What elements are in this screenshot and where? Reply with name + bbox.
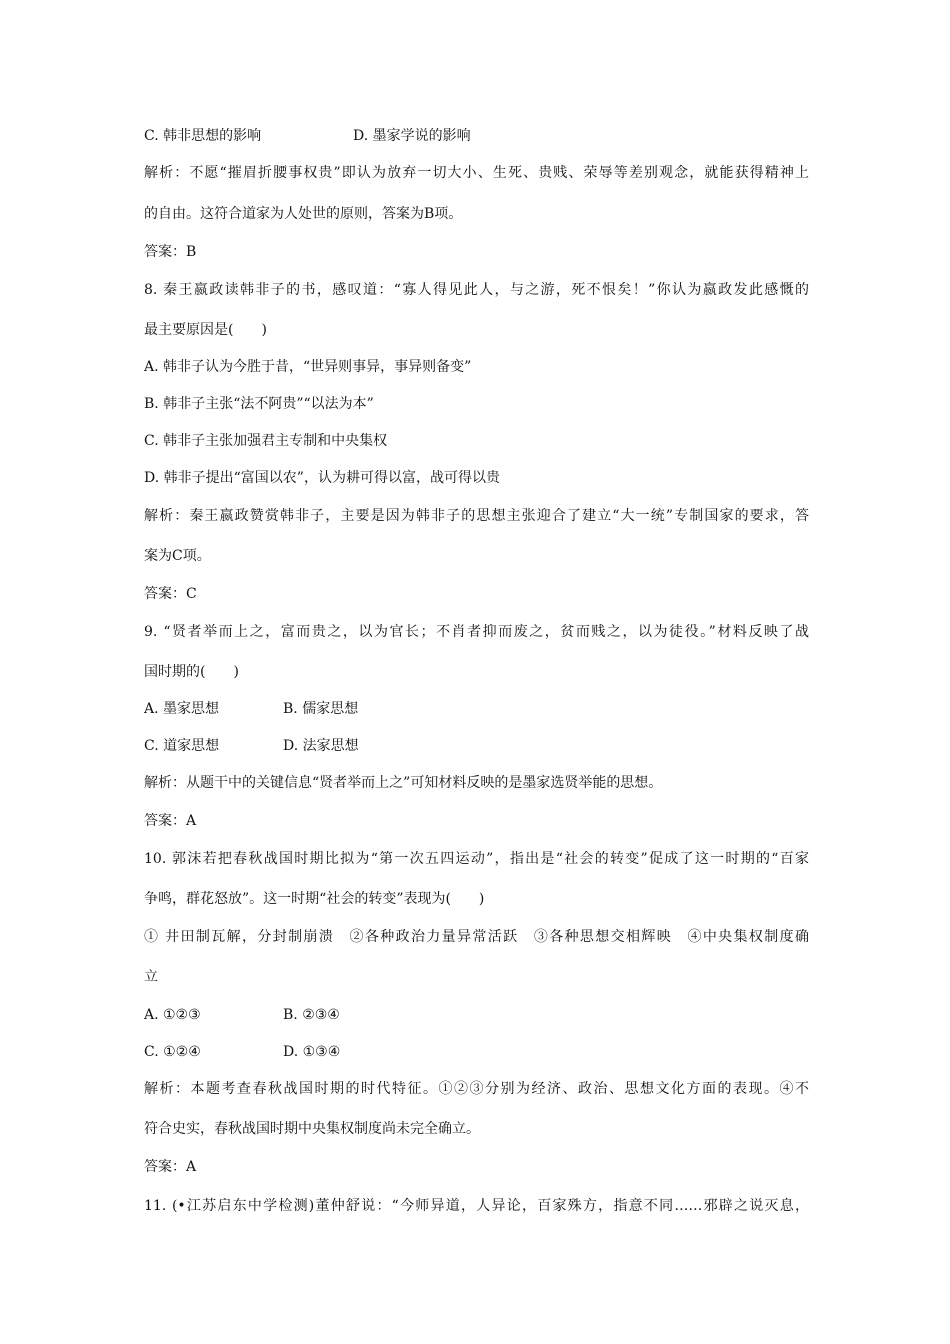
option-d: D. 墨家学说的影响 (353, 128, 471, 144)
q9-analysis: 解析：从题干中的关键信息“贤者举而上之”可知材料反映的是墨家选贤举能的思想。 (144, 775, 663, 791)
option-c: C. 韩非思想的影响 (144, 128, 262, 144)
question-10-cont: 争鸣，群花怒放”。这一时期“社会的转变”表现为( ) (144, 891, 485, 907)
q9-option-b: B. 儒家思想 (283, 701, 359, 717)
question-8: 8. 秦王嬴政读韩非子的书，感叹道：“寡人得见此人，与之游，死不恨矣！”你认为嬴政发此感慨的 (144, 282, 809, 298)
question-11: 11. (•江苏启东中学检测)董仲舒说：“今师异道，人异论，百家殊方，指意不同……邪辟之说灭息， (144, 1198, 809, 1214)
q9-answer: 答案：A (144, 813, 197, 829)
answer-line: 答案：B (144, 244, 197, 260)
question-9-cont: 国时期的( ) (144, 664, 239, 680)
q10-option-d: D. ①③④ (283, 1044, 341, 1060)
q10-statements: ① 井田制瓦解，分封制崩溃 ②各种政治力量异常活跃 ③各种思想交相辉映 ④中央集权制度确 (144, 929, 809, 945)
q10-answer: 答案：A (144, 1159, 197, 1175)
q9-option-d: D. 法家思想 (283, 738, 359, 754)
q8-option-c: C. 韩非子主张加强君主专制和中央集权 (144, 433, 388, 449)
q8-option-d: D. 韩非子提出“富国以农”，认为耕可得以富，战可得以贵 (144, 470, 500, 486)
analysis-text: 解析：不愿“摧眉折腰事权贵”即认为放弃一切大小、生死、贵贱、荣辱等差别观念，就能获得精神上 (144, 165, 809, 181)
question-8-cont: 最主要原因是( ) (144, 322, 267, 338)
question-9: 9. “贤者举而上之，富而贵之，以为官长；不肖者抑而废之，贫而贱之，以为徒役。”材料反映了战 (144, 624, 809, 640)
q9-option-a: A. 墨家思想 (144, 701, 220, 717)
q10-analysis: 解析：本题考查春秋战国时期的时代特征。①②③分别为经济、政治、思想文化方面的表现。④不 (144, 1081, 809, 1097)
analysis-text-cont: 的自由。这符合道家为人处世的原则，答案为B项。 (144, 206, 463, 222)
q10-statements-cont: 立 (144, 969, 158, 985)
q8-option-a: A. 韩非子认为今胜于昔，“世异则事异，事异则备变” (144, 359, 472, 375)
q8-answer: 答案：C (144, 586, 197, 602)
q10-option-c: C. ①②④ (144, 1044, 201, 1060)
q10-option-a: A. ①②③ (144, 1007, 201, 1023)
q8-analysis: 解析：秦王嬴政赞赏韩非子，主要是因为韩非子的思想主张迎合了建立“大一统”专制国家的要求，答 (144, 508, 809, 524)
q8-analysis-cont: 案为C项。 (144, 548, 211, 564)
question-10: 10. 郭沫若把春秋战国时期比拟为“第一次五四运动”，指出是“社会的转变”促成了这一时期的“百家 (144, 851, 809, 867)
q10-analysis-cont: 符合史实，春秋战国时期中央集权制度尚未完全确立。 (144, 1121, 480, 1137)
q10-option-b: B. ②③④ (283, 1007, 340, 1023)
q8-option-b: B. 韩非子主张“法不阿贵”“以法为本” (144, 396, 374, 412)
q9-option-c: C. 道家思想 (144, 738, 220, 754)
